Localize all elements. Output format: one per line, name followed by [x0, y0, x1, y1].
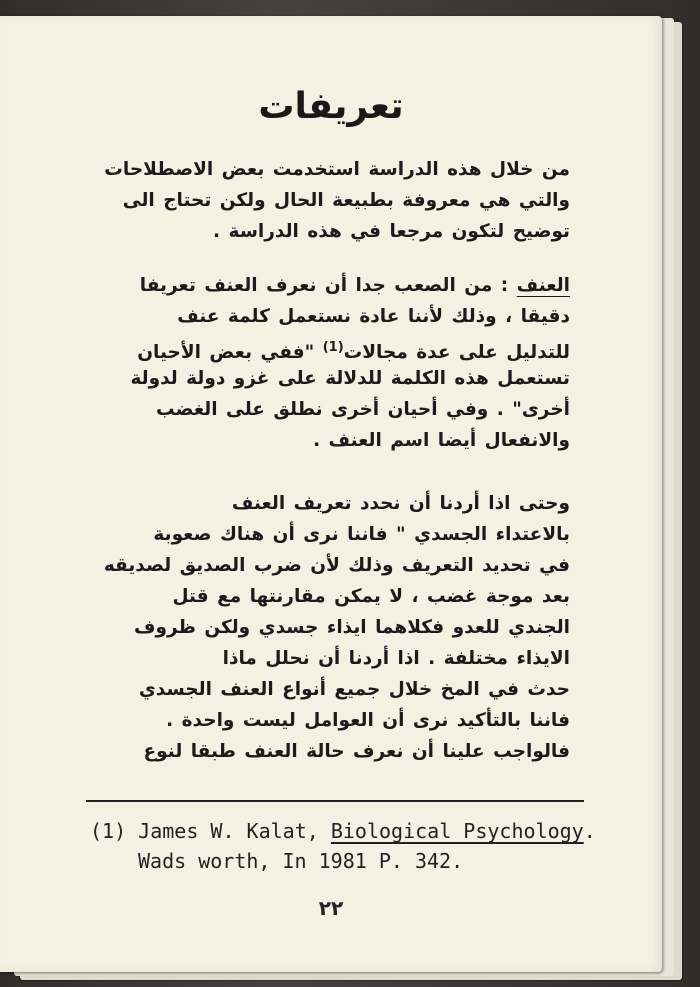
violence-line-5: أخرى" . وفي أحيان أخرى نطلق على الغضب	[156, 399, 570, 420]
book-page	[0, 16, 662, 972]
footnote	[90, 816, 630, 876]
violence-line-3-b: "ففي بعض الأحيان	[137, 342, 315, 363]
physical-line-8: فاننا بالتأكيد نرى أن العوامل ليست واحدة .	[166, 710, 570, 731]
violence-term: العنف	[516, 275, 570, 296]
physical-line-3: في تحديد التعريف وذلك لأن ضرب الصديق لصديقه	[103, 555, 570, 576]
footnote-line-2: Wads worth, In 1981 P. 342.	[138, 849, 464, 873]
physical-line-5: الجندي للعدو فكلاهما ايذاء جسدي ولكن ظروف	[133, 617, 570, 638]
footnote-line-1: (1) James W. Kalat, Biological Psychology.	[90, 819, 596, 843]
intro-line-3: توضيح لتكون مرجعا في هذه الدراسة .	[213, 221, 570, 242]
physical-violence-paragraph	[70, 488, 570, 767]
violence-line-3	[70, 332, 570, 363]
physical-line-4: بعد موجة غضب ، لا يمكن مقارنتها مع قتل	[172, 586, 570, 607]
physical-line-2: بالاعتداء الجسدي " فاننا نرى أن هناك صعوبة	[153, 524, 570, 545]
footnote-reference: (1)	[322, 340, 344, 355]
violence-line-6: والانفعال أيضا اسم العنف .	[313, 430, 570, 451]
physical-line-9: فالواجب علينا أن نعرف حالة العنف طبقا لنوع	[143, 741, 570, 762]
footnote-author: James W. Kalat,	[138, 819, 319, 843]
physical-line-1: وحتى اذا أردنا أن نحدد تعريف العنف	[231, 493, 570, 514]
footnote-divider	[86, 800, 584, 802]
footnote-number: (1)	[90, 819, 127, 843]
page-title: تعريفات	[258, 86, 404, 127]
footnote-book-title: Biological Psychology	[330, 819, 584, 843]
intro-line-2: والتي هي معروفة بطبيعة الحال ولكن تحتاج الى	[122, 190, 570, 211]
physical-line-7: حدث في المخ خلال جميع أنواع العنف الجسدي	[138, 679, 570, 700]
page-number: ٢٢	[318, 896, 344, 920]
violence-line-3-a: للتدليل على عدة مجالات	[343, 342, 570, 363]
physical-line-6: الايذاء مختلفة . اذا أردنا أن نحلل ماذا	[222, 648, 570, 669]
violence-line-2: دقيقا ، وذلك لأننا عادة نستعمل كلمة عنف	[177, 306, 570, 327]
violence-line-1-text: : من الصعب جدا أن نعرف العنف تعريفا	[139, 275, 509, 296]
intro-line-1: من خلال هذه الدراسة استخدمت بعض الاصطلاحات	[104, 159, 570, 180]
violence-line-4: تستعمل هذه الكلمة للدلالة على غزو دولة لدولة	[130, 368, 570, 389]
intro-paragraph	[80, 154, 570, 247]
violence-line-1	[70, 270, 570, 301]
violence-definition-paragraph	[70, 270, 570, 456]
